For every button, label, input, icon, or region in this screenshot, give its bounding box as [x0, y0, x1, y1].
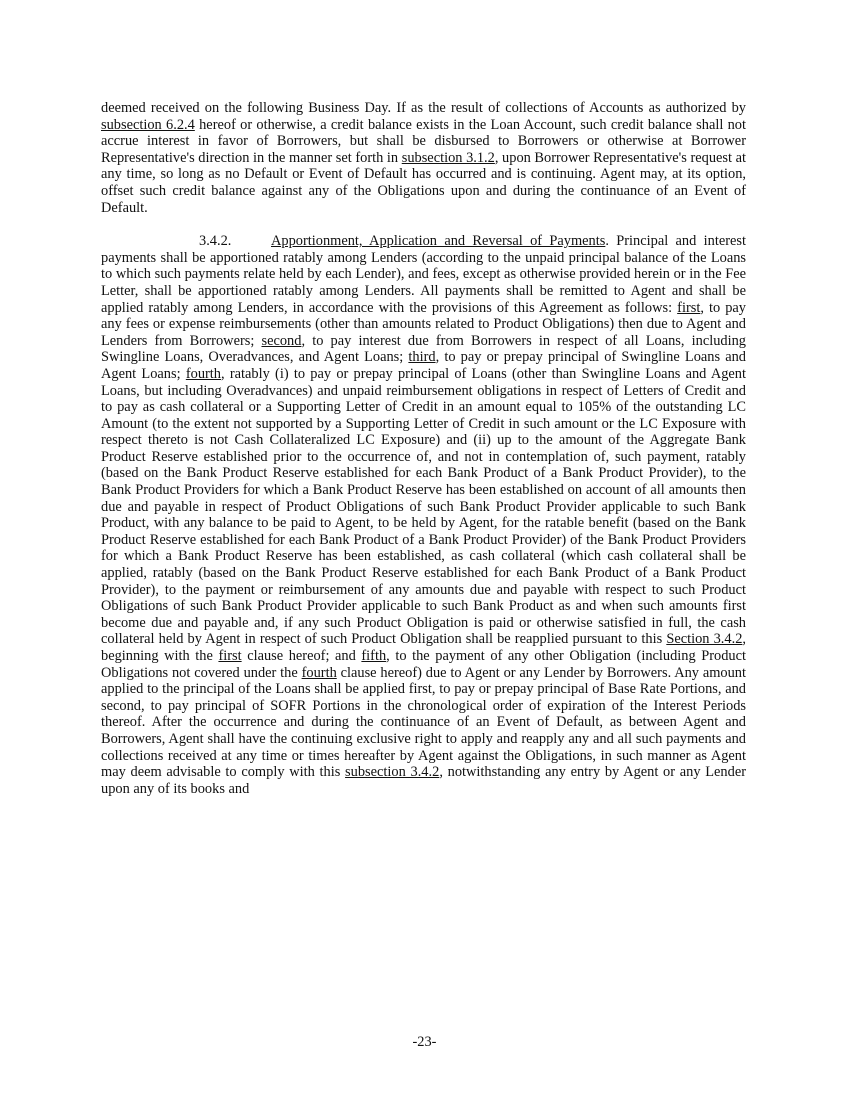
- ordinal-term: second: [261, 332, 302, 349]
- text: . Principal and interest payments shall be apportioned ratably among Lenders (according to the unpaid principal balance of the Loans to which such payments relate held by each Lender), and fees, except as otherwise provided herein or in the Fee Letter, shall be apportioned ratably among Lenders. All payments shall be remitted to Agent and shall be applied ratably among Lenders, in accordance with the provisions of this Agreement as follows:: [101, 233, 746, 316]
- text: , to pay any fees or expense reimbursements (other than amounts related to Product Obligations) then due to Agent and Lenders from Borrowers;: [101, 299, 747, 349]
- text: deemed received on the following Business Day. If as the result of collections of Accounts as authorized by: [101, 100, 746, 116]
- section-heading: Apportionment, Application and Reversal of Payments: [271, 233, 606, 250]
- ordinal-term: fifth: [361, 648, 387, 664]
- text: , to pay interest due from Borrowers in respect of all Loans, including Swingline Loans, Overadvances, and Agent Loans;: [101, 332, 746, 366]
- text: hereof or otherwise, a credit balance exists in the Loan Account, such credit balance shall not accrue interest in favor of Borrowers, but shall be disbursed to Borrowers or otherwise at Borrower Representative's direction in the manner set forth in: [101, 116, 747, 166]
- ordinal-term: third: [408, 349, 436, 366]
- text: , notwithstanding any entry by Agent or any Lender upon any of its books and: [101, 764, 747, 797]
- cross-reference-link[interactable]: subsection 3.4.2: [345, 764, 440, 781]
- ordinal-term: fourth: [185, 365, 221, 382]
- cross-reference-link[interactable]: subsection 6.2.4: [101, 116, 195, 133]
- text: , ratably (i) to pay or prepay principal of Loans (other than Swingline Loans and Agent Loans, but including Overadvances) and unpaid reimbursement obligations in respect of Letters of Credit and to pay as cash collateral or a Supporting Letter of Credit in an amount equal to 105% of the outstanding LC Amount (to the extent not supported by a Supporting Letter of Credit in such amount or the LC Exposure with respect thereto is not Cash Collateralized LC Exposure) and (ii) up to the amount of the Aggregate Bank Product Reserve established prior to the occurrence of, and not in contemplation of, such payment, ratably (based on the Bank Product Reserve established for each Bank Product of a Bank Product Provider), to the Bank Product Providers for which a Bank Product Reserve has been established on account of all amounts then due and payable in respect of Product Obligations of such Bank Product Provider applicable to such Bank Product, with any balance to be paid to Agent, to be held by Agent, for the ratable benefit (based on the Bank Product Reserve established for each Bank Product of a Bank Product Provider) of the Bank Product Providers for which a Bank Product Reserve has been established, as cash collateral (which cash collateral shall be applied, ratably (based on the Bank Product Reserve established for each Bank Product of a Bank Product Provider), to the payment or reimbursement of any amounts due and payable with respect to such Product Obligations of such Bank Product Provider applicable to such Bank Product as and when such amounts first become due and payable and, if any such Product Obligation is paid or otherwise satisfied in full, the cash collateral held by Agent in respect of such Product Obligation shall be reapplied pursuant to this: [101, 365, 746, 648]
- paragraph-credit-balance: [101, 100, 746, 216]
- text: , to the payment of any other Obligation (including Product Obligations not covered under the: [101, 648, 747, 681]
- cross-reference-link[interactable]: subsection 3.1.2: [401, 149, 495, 166]
- section-number: 3.4.2.: [199, 233, 232, 250]
- ordinal-term: first: [218, 648, 242, 664]
- page-number: -23-: [412, 1034, 437, 1050]
- section-3-4-2: [101, 233, 746, 797]
- text: , upon Borrower Representative's request at any time, so long as no Default or Event of Default has occurred and is continuing. Agent may, at its option, offset such credit balance against any of the Obligations upon and during the continuance of an Event of Default.: [101, 149, 747, 216]
- cross-reference-link[interactable]: Section 3.4.2: [666, 631, 743, 648]
- text: , to pay or prepay principal of Swingline Loans and Agent Loans;: [101, 349, 746, 382]
- text: clause hereof) due to Agent or any Lender by Borrowers. Any amount applied to the principal of the Loans shall be applied first, to pay or prepay principal of Base Rate Portions, and second, to pay principal of SOFR Portions in the chronological order of expiration of the Interest Periods thereof. After the occurrence and during the continuance of an Event of Default, as between Agent and Borrowers, Agent shall have the continuing exclusive right to apply and reapply any and all such payments and collections received at any time or times hereafter by Agent against the Obligations, in such manner as Agent may deem advisable to comply with this: [101, 664, 746, 781]
- ordinal-term: fourth: [301, 664, 337, 681]
- document-body: [101, 100, 746, 797]
- ordinal-term: first: [677, 299, 701, 316]
- text: , beginning with the: [101, 631, 746, 664]
- text: clause hereof; and: [241, 648, 362, 664]
